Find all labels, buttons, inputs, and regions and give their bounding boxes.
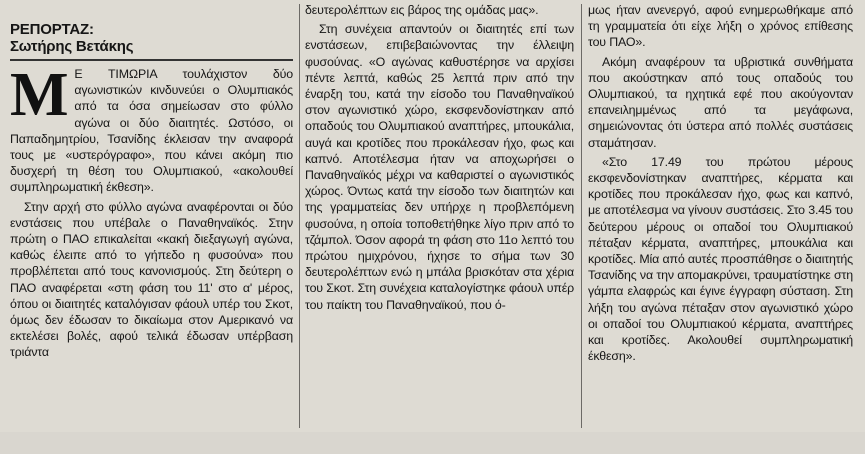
paragraph-4: Στη συνέχεια απαντούν οι διαιτητές επί των ενστάσεων, επιβεβαιώνοντας την έλλειψη φυσούνας. «Ο αγώνας καθυστέρησε να αρχίσει πέντε λεπτά, καθώς 25 λεπτά πριν από την έναρξη του, κατά την είσοδο του Παναθηναϊκού στον αγωνιστικό χώρο, εκσφενδονίστηκαν από οπαδούς του Ολυμπιακού αναπτήρες, μπουκάλια, αυγά και κροτίδες που προκάλεσαν ήχο, φως και καπνό. Αποτέλεσμα ήταν να αποχωρήσει ο Παναθηναϊκός μέχρι να καθαριστεί ο αγωνιστικός χώρος. Όντως κατά την είσοδο των διαιτητών και της γραμματείας δεν υπήρχε η προβλεπόμενη φυσούνα, η οποία τοποθετήθηκε λίγο πριν από το τζάμπολ. Όσον αφορά τη φάση στο 11ο λεπτό του πρώτου ημιχρόνου, ήχησε το σήμα των 30 δευτερολέπτων ενώ η μπάλα βρισκόταν στα χέρια του Σκοτ. Στη συνέχεια καταλογίστηκε φάουλ υπέρ του παίκτη του Παναθηναϊκού, που ό- — [305, 22, 574, 312]
paragraph-3: δευτερολέπτων εις βάρος της ομάδας μας». — [305, 3, 539, 17]
column-divider-2 — [581, 4, 582, 428]
paragraph-1-text: Ε ΤΙΜΩΡΙΑ τουλάχιστον δύο αγωνιστικών κινδυνεύει ο Ολυμπιακός από τα όσα σημείωσαν στο φύλλο αγώνα οι δύο διαιτητές. Ωστόσο, οι Παπαδημητρίου, Τσανίδης έκλεισαν την αναφορά τους με «υστερόγραφο», που κάνει ακόμη πιο δυσχερή τη θέση του Ολυμπιακού, «ακολουθεί συμπληρωματική έκθεση». — [10, 67, 293, 195]
column-3 — [588, 2, 853, 434]
paragraph-7: «Στο 17.49 του πρώτου μέρους εκσφενδονίστηκαν αναπτήρες, κέρματα και κροτίδες που προκάλεσαν ήχο, φως και καπνό, με αποτέλεσμα να γίνουν συστάσεις. Στο 3.45 του δεύτερου μέρους οι οπαδοί του Ολυμπιακού πέταξαν κέρματα, αναπτήρες, μπουκάλια και κροτίδες. Μία από αυτές προσπάθησε ο διαιτητής Τσανίδης να την απομακρύνει, τραυματίστηκε στη γάμπα ελαφρώς και έγινε έγγραφη σύσταση. Στη λήξη του αγώνα πέταξαν στον αγωνιστικό χώρο οι οπαδοί του Ολυμπιακού κέρματα, αναπτήρες και κροτίδες. Ακολουθεί συμπληρωματική έκθεση». — [588, 154, 853, 364]
drop-cap: Μ — [10, 61, 69, 129]
article-byline: Σωτήρης Βετάκης — [10, 38, 134, 55]
column-divider-1 — [299, 4, 300, 428]
column-1 — [10, 22, 293, 454]
paragraph-5: μως ήταν ανενεργό, αφού ενημερωθήκαμε από τη γραμματεία ότι είχε λήξη ο χρόνος επίθεσης του ΠΑΟ». — [588, 3, 853, 50]
paragraph-1 — [10, 61, 293, 196]
article-kicker: ΡΕΠΟΡΤΑΖ: — [10, 21, 94, 38]
paragraph-2: Στην αρχή στο φύλλο αγώνα αναφέρονται οι δύο ενστάσεις που υπέβαλε ο Παναθηναϊκός. Στην πρώτη ο ΠΑΟ επικαλείται «κακή διεξαγωγή αγώνα, καθώς έλειπε από το γήπεδο η φυσούνα» που προβλέπεται από τους κανονισμούς. Στη δεύτερη ο ΠΑΟ αναφέρεται «στη φάση του 11' στο α' μέρος, όπου οι διαιτητές καταλόγισαν φάουλ υπέρ του Σκοτ, όμως δεν έδωσαν το δικαίωμα στον Αμερικανό να εκτελέσει βολές, αφού τελικά έδωσαν υπέρβαση τριάντα — [10, 199, 293, 360]
column-2 — [305, 2, 574, 434]
paragraph-6: Ακόμη αναφέρουν τα υβριστικά συνθήματα που ακούστηκαν από τους οπαδούς του Ολυμπιακού, τα ηχητικά εφέ που ακούγονταν επανειλημμένως από τα μεγάφωνα, σημειώνοντας ότι ύστερα από πολλές συστάσεις σταμάτησαν. — [588, 54, 853, 150]
